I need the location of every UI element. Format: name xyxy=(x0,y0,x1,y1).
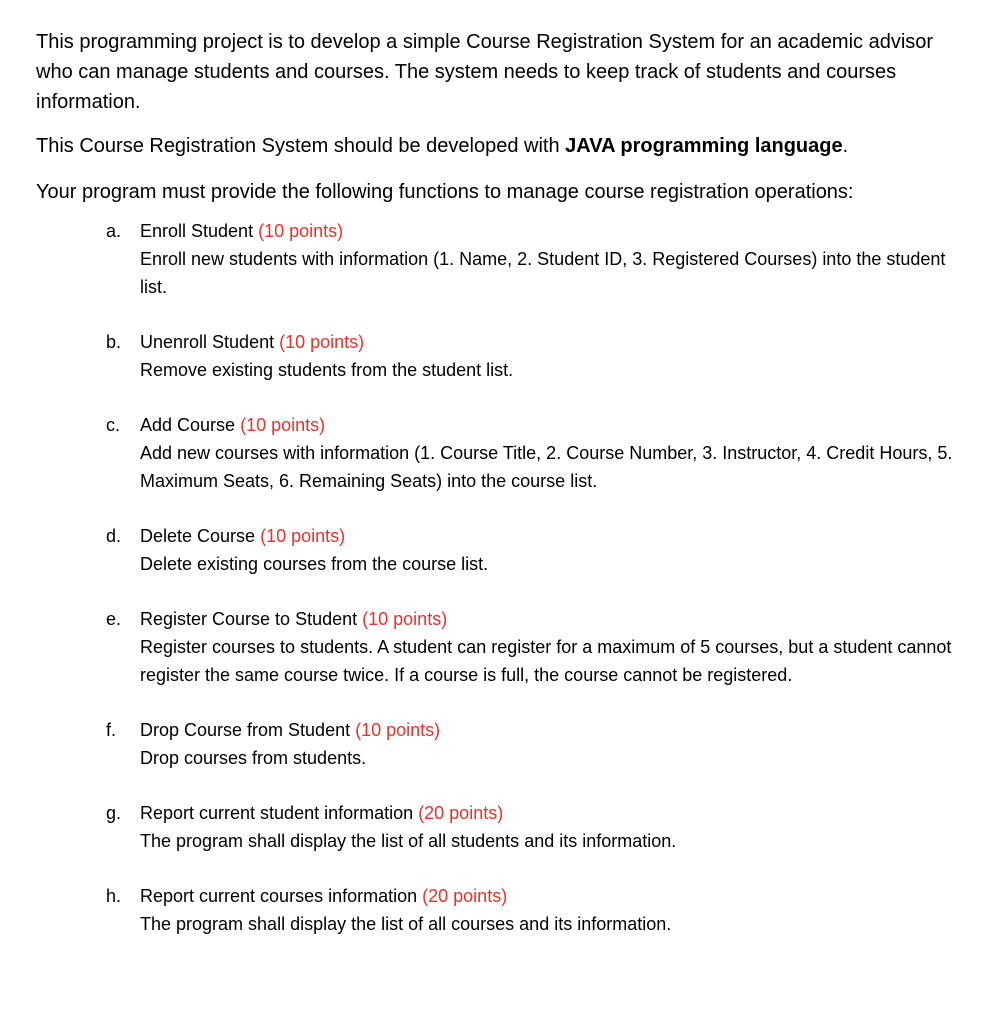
item-title: Unenroll Student xyxy=(140,332,275,352)
functions-intro: Your program must provide the following functions to manage course registration operations: xyxy=(36,181,854,203)
item-title: Drop Course from Student xyxy=(140,720,351,740)
item-letter: c. xyxy=(106,415,121,435)
item-points: (10 points) xyxy=(258,221,344,241)
item-description: Register courses to students. A student can register for a maximum of 5 courses, but a student cannot register the same course twice. If a course is full, the course cannot be registered. xyxy=(140,637,952,685)
item-title: Report current courses information xyxy=(140,886,418,906)
item-points: (10 points) xyxy=(260,526,346,546)
item-description: Drop courses from students. xyxy=(140,748,367,768)
item-letter: e. xyxy=(106,609,122,629)
item-title-line xyxy=(140,882,966,910)
item-description: Delete existing courses from the course list. xyxy=(140,554,489,574)
list-item-report-students xyxy=(36,799,966,855)
item-title: Delete Course xyxy=(140,526,256,546)
item-title-line xyxy=(140,328,966,356)
language-name: JAVA programming language xyxy=(565,135,843,157)
list-item-register-course xyxy=(36,605,966,689)
item-title: Add Course xyxy=(140,415,236,435)
assignment-document xyxy=(36,27,966,965)
item-points: (20 points) xyxy=(418,803,504,823)
item-description: Enroll new students with information (1. Name, 2. Student ID, 3. Registered Courses) into the student list. xyxy=(140,249,946,297)
item-points: (10 points) xyxy=(362,609,448,629)
item-title: Register Course to Student xyxy=(140,609,358,629)
item-title-line xyxy=(140,799,966,827)
intro-paragraph: This programming project is to develop a simple Course Registration System for an academic advisor who can manage students and courses. The system needs to keep track of students and courses information. xyxy=(36,31,934,113)
item-letter: b. xyxy=(106,332,122,352)
item-title: Report current student information xyxy=(140,803,414,823)
item-title-line xyxy=(140,605,966,633)
language-suffix: . xyxy=(842,135,849,157)
language-requirement xyxy=(36,131,966,161)
item-letter: d. xyxy=(106,526,122,546)
list-item-drop-course xyxy=(36,716,966,772)
item-letter: h. xyxy=(106,886,122,906)
list-item-enroll-student xyxy=(36,217,966,301)
function-list xyxy=(36,217,966,938)
item-letter: g. xyxy=(106,803,122,823)
item-letter: a. xyxy=(106,221,122,241)
list-item-add-course xyxy=(36,411,966,495)
item-letter: f. xyxy=(106,720,117,740)
list-item-delete-course xyxy=(36,522,966,578)
item-description: Add new courses with information (1. Course Title, 2. Course Number, 3. Instructor, 4. Credit Hours, 5. Maximum Seats, 6. Remaining Seats) into the course list. xyxy=(140,443,953,491)
item-title-line xyxy=(140,217,966,245)
item-points: (20 points) xyxy=(422,886,508,906)
item-description: The program shall display the list of all students and its information. xyxy=(140,831,677,851)
item-points: (10 points) xyxy=(355,720,441,740)
item-description: The program shall display the list of all courses and its information. xyxy=(140,914,672,934)
item-title-line xyxy=(140,411,966,439)
list-item-unenroll-student xyxy=(36,328,966,384)
item-title-line xyxy=(140,522,966,550)
item-points: (10 points) xyxy=(240,415,326,435)
item-points: (10 points) xyxy=(279,332,365,352)
item-title-line xyxy=(140,716,966,744)
item-description: Remove existing students from the student list. xyxy=(140,360,514,380)
item-title: Enroll Student xyxy=(140,221,254,241)
language-prefix: This Course Registration System should be developed with xyxy=(36,135,566,157)
list-item-report-courses xyxy=(36,882,966,938)
